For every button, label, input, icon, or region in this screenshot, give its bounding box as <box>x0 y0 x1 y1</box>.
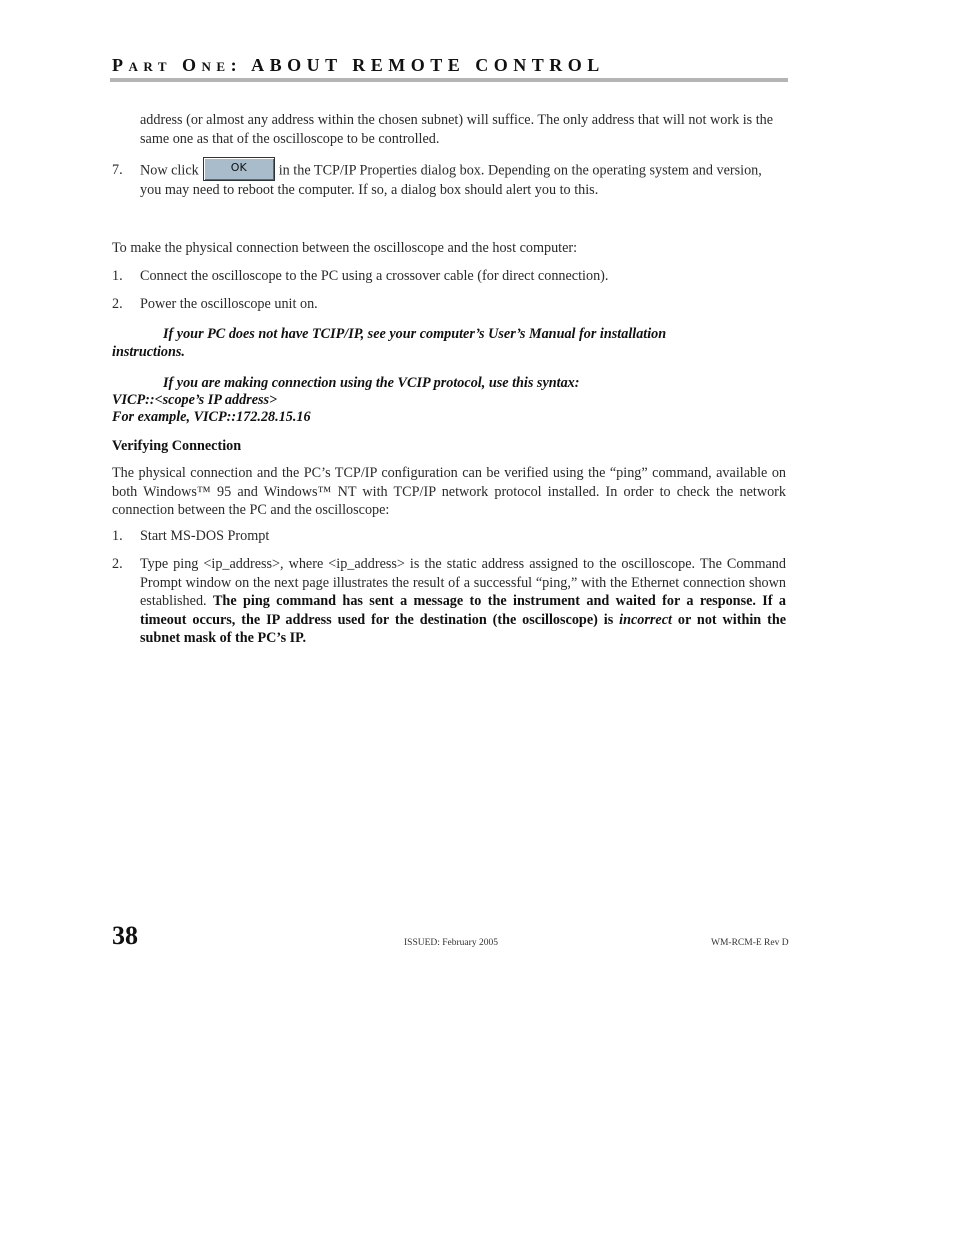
verify-step-2-number: 2. <box>112 556 123 572</box>
continuation-paragraph: address (or almost any address within the chosen subnet) will suffice. The only address that will not work is the same one as that of the oscilloscope to be controlled. <box>140 112 774 147</box>
phys-step-2-number: 2. <box>112 296 123 312</box>
document-id: WM-RCM-E Rev D <box>711 938 789 948</box>
verify-step-1-text: Start MS-DOS Prompt <box>140 528 270 544</box>
verify-step-2-text: Type ping <ip_address>, where <ip_address> is the static address assigned to the oscilloscope. The Command Prompt window on the next page illustrates the result of a successful “ping,” with the Ethernet connection shown established. The ping command has sent a message to the instrument and waited for a response. If a timeout occurs, the IP address used for the destination (the oscilloscope) is incorrect or not within the subnet mask of the PC’s IP. <box>140 556 787 646</box>
note-vicp-syntax: VICP::<scope’s IP address> <box>112 392 278 408</box>
ok-button: OK <box>203 157 275 181</box>
running-header: PART ONE: ABOUT REMOTE CONTROL <box>112 55 605 75</box>
section-heading-verifying: Verifying Connection <box>112 438 242 454</box>
verify-paragraph: The physical connection and the PC’s TCP/IP configuration can be verified using the “ping” command, available on both Windows™ 95 and Windows™ NT with TCP/IP network protocol installed. In order to check the network connection between the PC and the oscilloscope: <box>112 465 786 518</box>
page-number: 38 <box>112 921 138 950</box>
note-vicp-line1: If you are making connection using the VCIP protocol, use this syntax: <box>163 375 580 391</box>
note-tcpip-line1: If your PC does not have TCIP/IP, see your computer’s User’s Manual for installation <box>163 326 667 342</box>
step-7-number: 7. <box>112 162 123 178</box>
phys-step-1-text: Connect the oscilloscope to the PC using a crossover cable (for direct connection). <box>140 268 609 284</box>
note-tcpip-line2: instructions. <box>112 344 185 360</box>
header-rule <box>110 78 788 82</box>
step-7-text: Now click OK in the TCP/IP Properties dialog box. Depending on the operating system and version, you may need to reboot the computer. If so, a dialog box should alert you to this. <box>140 161 780 200</box>
issued-date: ISSUED: February 2005 <box>404 938 498 948</box>
phys-step-2-text: Power the oscilloscope unit on. <box>140 296 318 312</box>
verify-step-1-number: 1. <box>112 528 123 544</box>
phys-step-1-number: 1. <box>112 268 123 284</box>
intro-paragraph: To make the physical connection between the oscilloscope and the host computer: <box>112 240 578 256</box>
note-vicp-example: For example, VICP::172.28.15.16 <box>112 409 311 425</box>
